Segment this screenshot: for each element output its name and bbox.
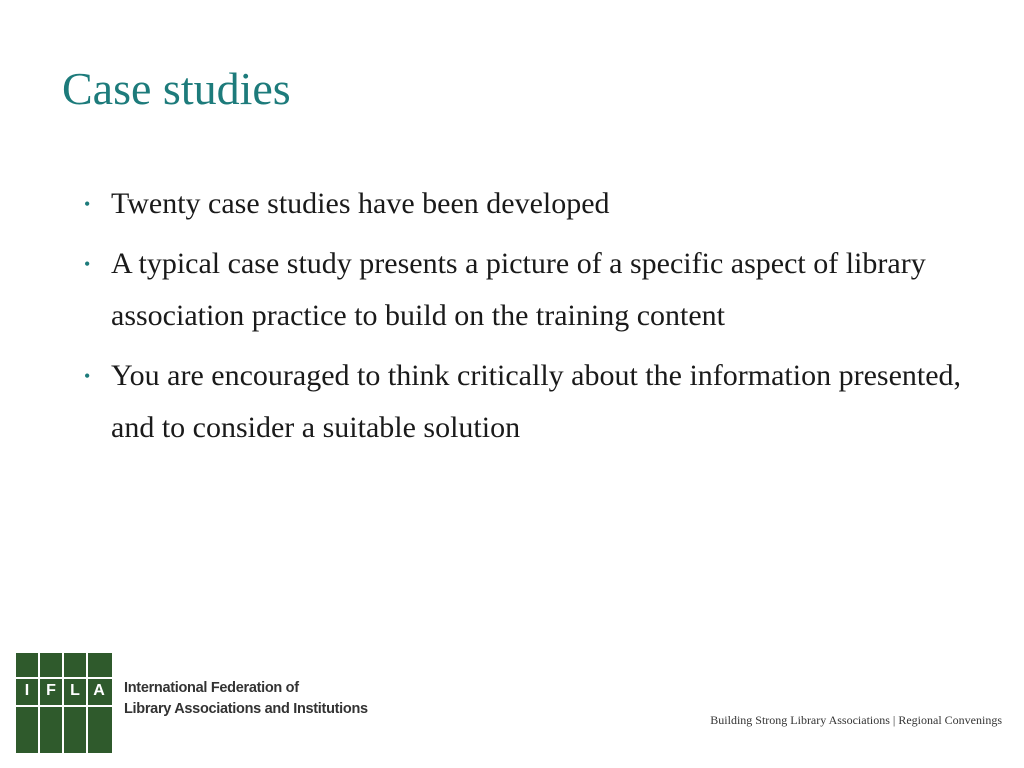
logo-grid-line [38,653,40,753]
logo-letter: I [24,682,30,699]
organization-name [124,678,368,720]
organization-name-line1: International Federation of [124,680,299,696]
bullet-text: A typical case study presents a picture of a specific aspect of library association practice to build on the training content [111,247,926,332]
bullet-marker: • [84,254,91,274]
logo-letter: F [46,682,56,699]
bullet-item [84,178,984,230]
logo-letter: L [70,682,80,699]
ifla-logo [16,653,112,753]
logo-grid-line [86,653,88,753]
bullet-marker: • [84,194,91,214]
bullet-text: Twenty case studies have been developed [111,187,610,220]
slide-title: Case studies [62,63,291,114]
footer-text: Building Strong Library Associations | Regional Convenings [710,713,1002,727]
organization-name-line2: Library Associations and Institutions [124,701,368,717]
logo-letter: A [93,682,105,699]
bullet-text: You are encouraged to think critically about the information presented, and to consider a suitable solution [111,359,962,444]
logo-grid-line [16,677,112,679]
bullet-marker: • [84,366,91,386]
bullet-list [84,178,984,462]
bullet-item [84,350,984,454]
bullet-item [84,238,984,342]
logo-grid-line [16,705,112,707]
logo-grid-line [62,653,64,753]
